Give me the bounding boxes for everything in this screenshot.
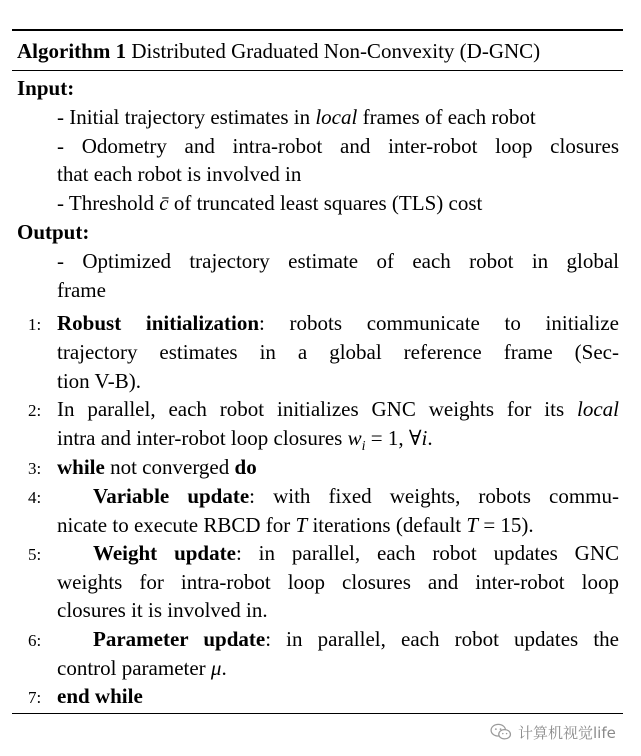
step-7-line: end while [57,684,143,708]
output-heading: Output: [17,220,90,244]
top-rule [12,29,623,31]
input-item-3: - Threshold c̄ of truncated least squares (TLS) cost [57,191,483,215]
algorithm-header [17,38,540,64]
wechat-icon [490,723,512,741]
input-item-1: - Initial trajectory estimates in local frames of each robot [57,105,536,129]
step-number-3: 3: [28,459,42,478]
step-6-line1: Parameter update: in parallel, each robot updates the [93,627,619,651]
step-5-line1: Weight update: in parallel, each robot updates GNC [93,541,620,565]
step-5-line3: closures it is involved in. [57,598,268,622]
step-4-line1: Variable update: with fixed weights, robots commu- [93,484,619,508]
bottom-rule [12,713,623,714]
watermark [490,720,616,744]
algorithm-label: Algorithm 1 [17,39,127,63]
step-number-5: 5: [28,545,42,564]
step-1-line3: tion V-B). [57,369,142,393]
algorithm-title: Distributed Graduated Non-Convexity (D-GNC) [131,39,541,63]
input-item-2-line2: that each robot is involved in [57,162,302,186]
step-number-2: 2: [28,401,42,420]
step-1-line2: trajectory estimates in a global reference frame (Sec- [57,340,619,364]
step-2-line2: intra and inter-robot loop closures $w_i = 1$, ∀i. [57,426,433,455]
step-number-7: 7: [28,688,42,707]
input-item-2-line1: - Odometry and intra-robot and inter-robot loop closures [57,134,619,158]
output-line1: - Optimized trajectory estimate of each robot in global [57,249,619,273]
output-line2: frame [57,278,106,302]
step-number-6: 6: [28,631,42,650]
step-1-line1: Robust initialization: robots communicate to initialize [57,311,619,335]
step-5-line2: weights for intra-robot loop closures and inter-robot loop [57,570,619,594]
input-heading: Input: [17,76,75,100]
step-6-line2: control parameter μ. [57,656,227,680]
step-number-4: 4: [28,488,42,507]
step-3-line: while not converged do [57,455,257,479]
step-number-1: 1: [28,315,42,334]
step-2-line1: In parallel, each robot initializes GNC weights for its local [57,397,619,421]
step-4-line2: nicate to execute RBCD for T iterations (default T = 15). [57,513,534,537]
watermark-text: 计算机视觉life [518,723,616,742]
header-rule [12,70,623,71]
